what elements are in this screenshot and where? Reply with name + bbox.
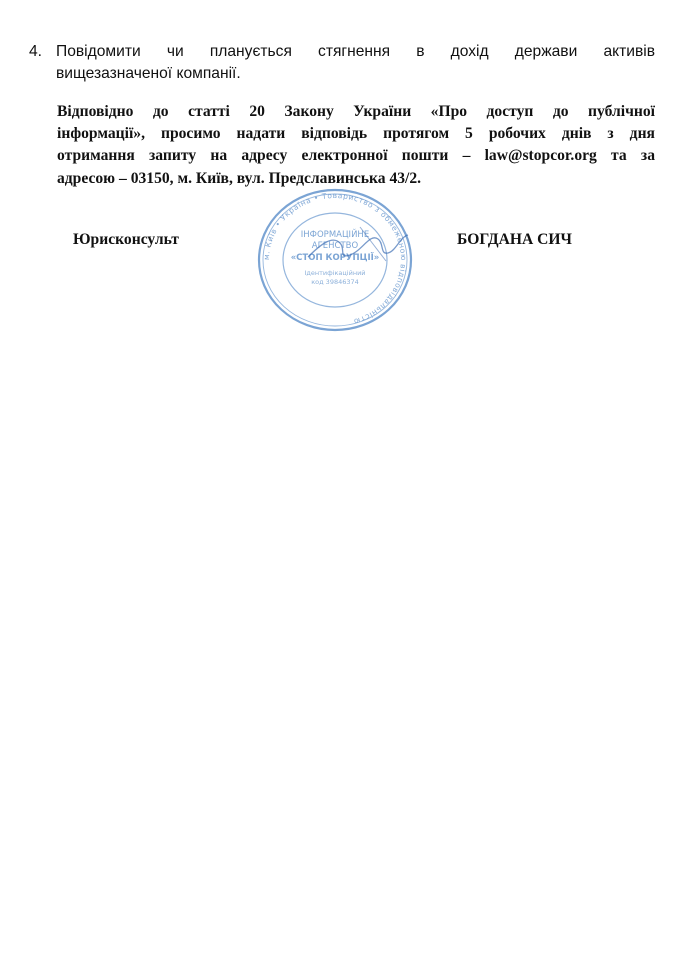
signatory-name: БОГДАНА СИЧ: [457, 231, 572, 248]
list-item-line-1: Повідомити чи планується стягнення в дохід держави активів: [56, 43, 655, 60]
signatory-role: Юрисконсульт: [73, 231, 179, 248]
list-item-line-2: вищезазначеної компанії.: [56, 65, 241, 82]
stamp-ring-text: м. Київ • Україна • Товариство з обмеженою відповідальністю: [261, 190, 409, 327]
stamp-inner-line-1: ІНФОРМАЦІЙНЕ: [300, 230, 370, 240]
stamp-inner-line-3: «СТОП КОРУПЦІЇ»: [290, 253, 380, 263]
stamp-small-line-2: код 39846374: [311, 278, 359, 286]
list-item-text: [56, 41, 655, 85]
list-number: 4.: [29, 43, 43, 60]
request-line-2: інформації», просимо надати відповідь протягом 5 робочих днів з дня: [57, 125, 655, 143]
request-line-3: отримання запиту на адресу електронної пошти – law@stopcor.org та за: [57, 147, 655, 165]
handwritten-signature: [300, 215, 420, 275]
request-paragraph: [57, 101, 655, 190]
request-line-4: адресою – 03150, м. Київ, вул. Предславинська 43/2.: [57, 169, 422, 187]
stamp-small-line-1: Ідентифікаційний: [304, 269, 366, 277]
stamp-inner-line-2: АГЕНСТВО: [311, 241, 359, 251]
request-line-1: Відповідно до статті 20 Закону України «Про доступ до публічної: [57, 103, 655, 120]
list-item-4: [29, 41, 655, 85]
